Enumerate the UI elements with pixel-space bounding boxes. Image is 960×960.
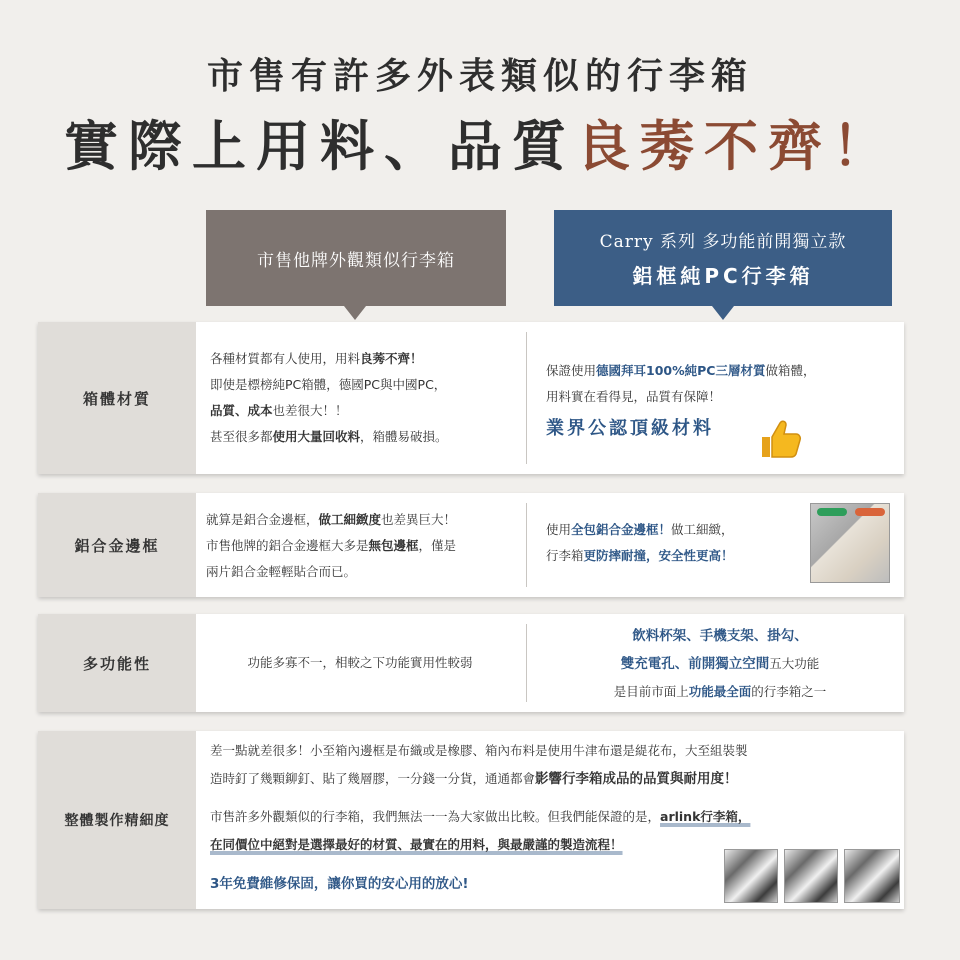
column-header-carry [554,210,892,306]
row-label-frame: 鋁合金邊框 [38,493,196,597]
headline-prefix: 實際上用料、品質 [64,114,576,178]
function-others-text: 功能多寡不一，相較之下功能實用性較弱 [247,655,473,670]
column-header-carry-pointer [712,306,734,320]
row-divider [526,503,527,587]
frame-carry-text: 使用全包鋁合金邊框！做工細緻， 行李箱更防摔耐撞，安全性更高！ [546,522,734,563]
row-divider [526,332,527,464]
material-others-text: 各種材質都有人使用，用料良莠不齊！ 即使是標榜純PC箱體，德國PC與中國PC， 品質、成本也差很大！！ 甚至很多都使用大量回收料，箱體易破損。 [210,351,448,444]
function-carry-text: 飲料杯架、手機支架、掛勾、 雙充電孔、前開獨立空間五大功能 是目前市面上功能最全面的行李箱之一 [613,628,827,699]
frame-corner-photo [810,503,890,583]
quality-paragraph-1: 差一點就差很多！小至箱內邊框是布織或是橡膠、箱內布料是使用牛津布還是緹花布，大至組裝製 造時釘了幾顆鉚釘、貼了幾層膠，一分錢一分貨，通通都會影響行李箱成品的品質與耐用度！ [210,743,748,787]
row-frame [38,493,904,597]
thumbs-up-icon [758,417,802,461]
craft-photo-1 [724,849,778,903]
row-label-quality: 整體製作精細度 [38,731,196,909]
column-header-carry-series: Carry 系列 多功能前開獨立款 [599,232,847,252]
headline-highlight: 良莠不齊！ [576,114,896,178]
headline-line2 [0,104,960,181]
row-function [38,614,904,712]
column-header-carry-product: 鋁框純PC行李箱 [632,264,814,288]
warranty-text: 3年免費維修保固，讓你買的安心用的放心! [210,876,469,892]
row-label-material: 箱體材質 [38,322,196,474]
quality-paragraph-2: 市售許多外觀類似的行李箱，我們無法一一為大家做出比較。但我們能保證的是，arlink行李箱， 在同價位中絕對是選擇最好的材質、最實在的用料，與最嚴謹的製造流程！ [210,809,751,852]
top-grade-material-label: 業界公認頂級材料 [546,418,714,439]
craft-photo-2 [784,849,838,903]
row-quality [38,731,904,909]
frame-others-text: 就算是鋁合金邊框，做工細緻度也差異巨大！ 市售他牌的鋁合金邊框大多是無包邊框，僅是 兩片鋁合金輕輕貼合而已。 [206,512,457,579]
material-carry-text: 保證使用德國拜耳100%純PC三層材質做箱體， 用料實在看得見，品質有保障！ 業界公認頂級材料 [546,358,902,442]
column-header-others-pointer [344,306,366,320]
row-divider [526,624,527,702]
column-header-others: 市售他牌外觀類似行李箱 [206,210,506,306]
row-material [38,322,904,474]
row-label-function: 多功能性 [38,614,196,712]
headline-line1: 市售有許多外表類似的行李箱 [206,55,753,97]
craft-photo-3 [844,849,900,903]
